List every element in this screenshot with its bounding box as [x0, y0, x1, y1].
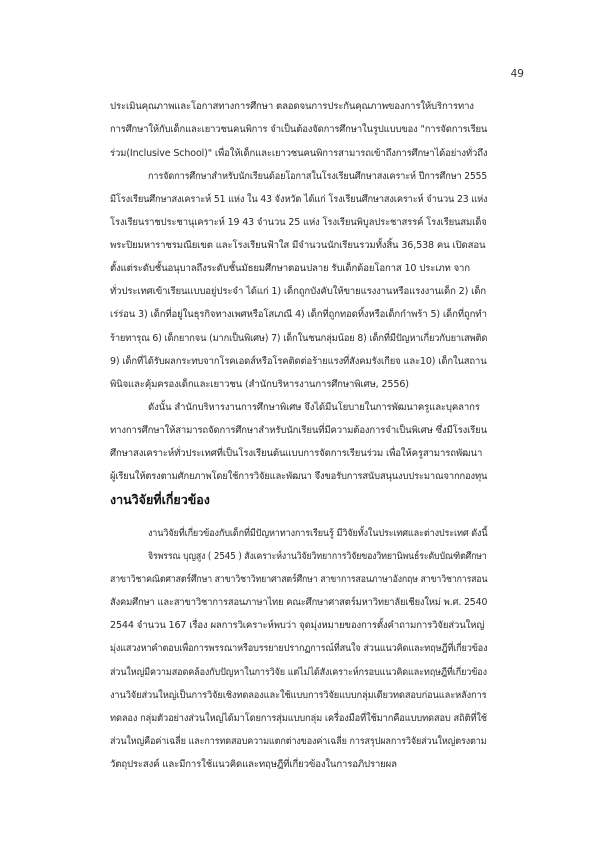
paragraph-4-line: วัตถุประสงค์ และมีการใช้แนวคิดและทฤษฎีที่เกี่ยวข้องในการอภิปรายผล	[110, 759, 397, 770]
paragraph-2-line: การจัดการศึกษาสำหรับนักเรียนด้อยโอกาสในโรงเรียนศึกษาสงเคราะห์ ปีการศึกษา 2555	[148, 171, 488, 182]
paragraph-4-line: ส่วนใหญ่มีความสอดคล้องกับปัญหาในการวิจัย แต่ไม่ได้สังเคราะห์กรอบแนวคิดและทฤษฎีที่เกี่ยวข้อง	[110, 667, 487, 678]
paragraph-2-line: ตั้งแต่ระดับชั้นอนุบาลถึงระดับชั้นมัธยมศึกษาตอนปลาย รับเด็กด้อยโอกาส 10 ประเภท จาก	[110, 263, 470, 274]
paragraph-2-line: พินิจและคุ้มครองเด็กและเยาวชน (สำนักบริหารงานการศึกษาพิเศษ, 2556)	[110, 379, 409, 390]
paragraph-3-line: ดังนั้น สำนักบริหารงานการศึกษาพิเศษ จึงได้มีนโยบายในการพัฒนาครูและบุคลากร	[148, 402, 480, 413]
paragraph-1-line: การศึกษาให้กับเด็กและเยาวชนคนพิการ จำเป็นต้องจัดการศึกษาในรูปแบบของ "การจัดการเรียน	[110, 124, 488, 135]
paragraph-1-line: ประเมินคุณภาพและโอกาสทางการศึกษา ตลอดจนการประกันคุณภาพของการให้บริการทาง	[110, 101, 474, 112]
paragraph-4-line: งานวิจัยที่เกี่ยวข้องกับเด็กที่มีปัญหาทางการเรียนรู้ มีวิจัยทั้งในประเทศและต่างประเทศ ดังนี้	[148, 528, 488, 539]
paragraph-4-line: งานวิจัยส่วนใหญ่เป็นการวิจัยเชิงทดลองและใช้แบบการวิจัยแบบกลุ่มเดียวทดสอบก่อนและหลังการ	[110, 690, 487, 701]
paragraph-2-line: โรงเรียนราชประชานุเคราะห์ 19 43 จำนวน 25 แห่ง โรงเรียนพิบูลประชาสรรค์ โรงเรียนสมเด็จ	[110, 217, 487, 228]
paragraph-4-line: จิรพรรณ บุญสูง ( 2545 ) สังเคราะห์งานวิจัยวิทยาการวิจัยของวิทยานิพนธ์ระดับบัณฑิตศึกษา	[148, 551, 487, 562]
paragraph-4-line: ทดลอง กลุ่มตัวอย่างส่วนใหญ่ได้มาโดยการสุ่มแบบกลุ่ม เครื่องมือที่ใช้มากคือแบบทดสอบ สถิติที่ใช้	[110, 713, 487, 724]
paragraph-2-line: เร่ร่อน 3) เด็กที่อยู่ในธุรกิจทางเพศหรือโสเภณี 4) เด็กที่ถูกทอดทิ้งหรือเด็กกำพร้า 5) เด็กที่ถูกทำ	[110, 309, 487, 320]
paragraph-4-line: 2544 จำนวน 167 เรื่อง ผลการวิเคราะห์พบว่า จุดมุ่งหมายของการตั้งคำถามการวิจัยส่วนใหญ่	[110, 620, 485, 631]
paragraph-1-line: ร่วม(Inclusive School)" เพื่อให้เด็กและเยาวชนคนพิการสามารถเข้าถึงการศึกษาได้อย่างทั่วถึง	[110, 148, 488, 159]
section-heading: งานวิจัยที่เกี่ยวข้อง	[110, 492, 210, 507]
paragraph-2-line: พระปิยมหาราชรมณียเขต และโรงเรียนฟ้าใส มีจำนวนนักเรียนรวมทั้งสิ้น 36,538 คน เปิดสอน	[110, 240, 486, 251]
paragraph-4-line: สังคมศึกษา และสาขาวิชาการสอนภาษาไทย คณะศึกษาศาสตร์มหาวิทยาลัยเชียงใหม่ พ.ศ. 2540	[110, 597, 488, 608]
page-number: 49	[510, 68, 524, 80]
paragraph-2-line: ทั่วประเทศเข้าเรียนแบบอยู่ประจำ ได้แก่ 1) เด็กถูกบังคับให้ขายแรงงานหรือแรงงานเด็ก 2) เด็ก	[110, 286, 486, 297]
paragraph-2-line: ร้ายทารุณ 6) เด็กยากจน (มากเป็นพิเศษ) 7) เด็กในชนกลุ่มน้อย 8) เด็กที่มีปัญหาเกี่ยวกับยาเสพติด	[110, 333, 488, 344]
paragraph-4-line: มุ่งแสวงหาคำตอบเพื่อการพรรณาหรือบรรยายปรากฏการณ์ที่สนใจ ส่วนแนวคิดและทฤษฎีที่เกี่ยวข้อง	[110, 643, 488, 654]
paragraph-3-line: ศึกษาสงเคราะห์ทั่วประเทศที่เป็นโรงเรียนต้นแบบการจัดการเรียนร่วม เพื่อให้ครูสามารถพัฒนา	[110, 448, 483, 459]
paragraph-2-line: มีโรงเรียนศึกษาสงเคราะห์ 51 แห่ง ใน 43 จังหวัด ได้แก่ โรงเรียนศึกษาสงเคราะห์ จำนวน 23 แห่ง	[110, 194, 488, 205]
paragraph-4-line: สาขาวิชาคณิตศาสตร์ศึกษา สาขาวิชาวิทยาศาสตร์ศึกษา สาขาการสอนภาษาอังกฤษ สาขาวิชาการสอน	[110, 574, 488, 585]
paragraph-2-line: 9) เด็กที่ได้รับผลกระทบจากโรคเอดส์หรือโรคติดต่อร้ายแรงที่สังคมรังเกียจ และ10) เด็กในสถาน	[110, 356, 487, 367]
paragraph-4-line: ส่วนใหญ่คือค่าเฉลี่ย และการทดสอบความแตกต่างของค่าเฉลี่ย การสรุปผลการวิจัยส่วนใหญ่ตรงตาม	[110, 736, 487, 747]
paragraph-3-line: ผู้เรียนให้ตรงตามศักยภาพโดยใช้การวิจัยและพัฒนา จึงขอรับการสนับสนุนงบประมาณจากกองทุน	[110, 471, 488, 482]
paragraph-3-line: ทางการศึกษาให้สามารถจัดการศึกษาสำหรับนักเรียนที่มีความต้องการจำเป็นพิเศษ ซึ่งมีโรงเรียน	[110, 425, 487, 436]
